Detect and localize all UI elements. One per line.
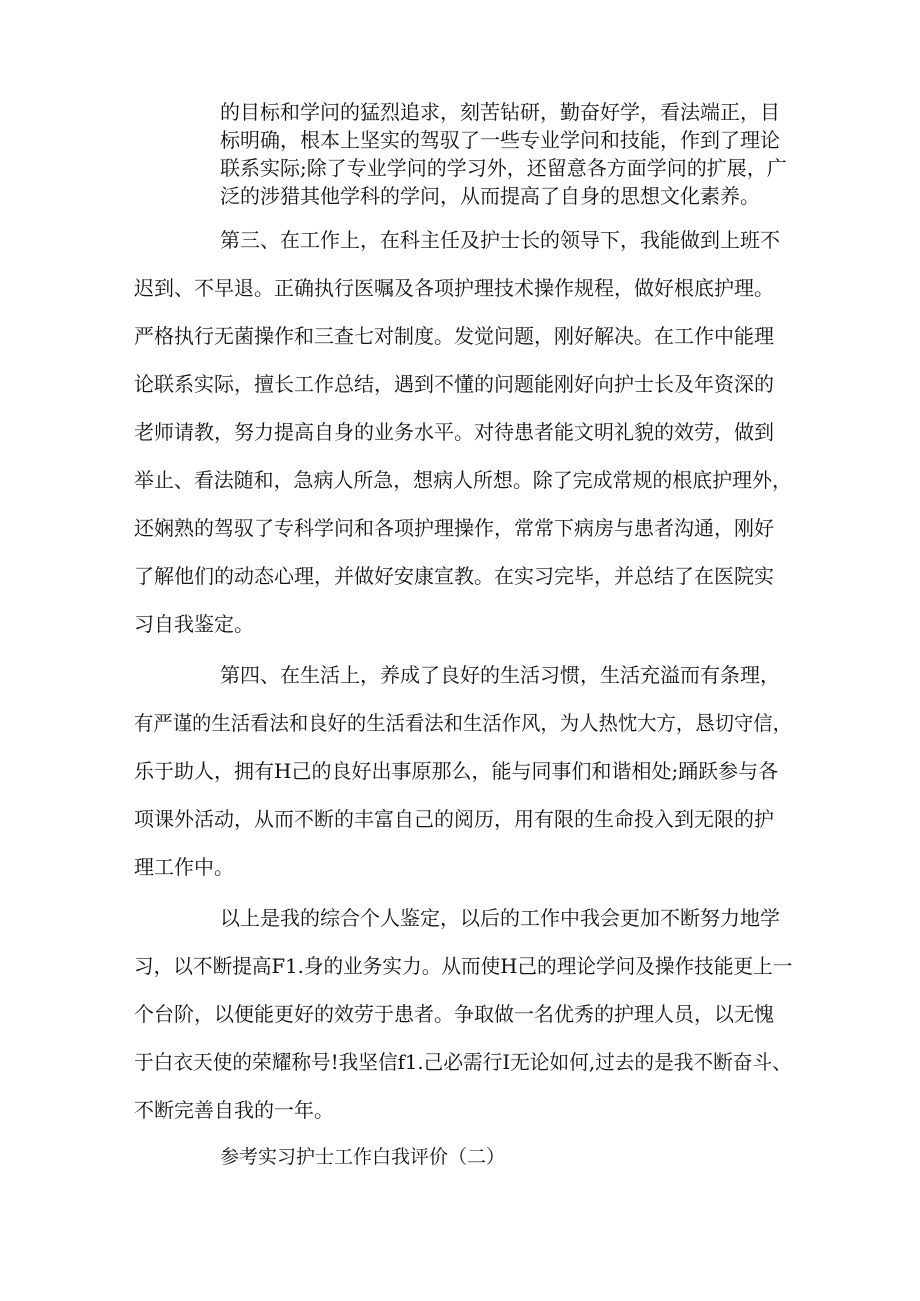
text-line: 不断完善自我的一年。: [134, 1098, 334, 1122]
text-line: 理工作中。: [134, 855, 234, 879]
text-line: 了解他们的动态心理，并做好安康宣教。在实习完毕，并总结了在医院实: [134, 564, 774, 588]
text-line: 泛的涉猎其他学科的学问，从而提高了自身的思想文化素养。: [220, 184, 760, 208]
text-line: 习，以不断提高F1.身的业务实力。从而使H己的理论学问及操作技能更上一: [134, 954, 793, 978]
text-line: 有严谨的生活看法和良好的生活看法和生活作风，为人热忱大方，恳切守信，: [134, 711, 792, 735]
text-line: 第三、在工作上，在科主任及护士长的领导下，我能做到上班不: [220, 228, 780, 252]
text-line: 第四、在生活上，养成了良好的生活习惯，生活充溢而有条理，: [220, 663, 780, 687]
text-line: 严格执行无菌操作和三查七对制度。发觉问题，刚好解决。在工作中能理: [134, 324, 774, 348]
text-line: 还娴熟的驾驭了专科学问和各项护理操作，常常下病房与患者沟通，刚好: [134, 516, 774, 540]
text-line: 老师请教，努力提高自身的业务水平。对待患者能文明礼貌的效劳，做到: [134, 420, 774, 444]
text-line: 习自我鉴定。: [134, 612, 254, 636]
text-line: 迟到、不早退。正确执行医嘱及各项护理技术操作规程，做好根底护理。: [134, 276, 774, 300]
paragraph-top: [220, 98, 792, 210]
text-line: 联系实际;除了专业学问的学习外，还留意各方面学问的扩展，广: [220, 156, 787, 180]
text-line: 于白衣天使的荣耀称号!我坚信f1.己必需行I无论如何,过去的是我不断奋斗、: [134, 1050, 792, 1074]
text-line: 标明确，根本上坚实的驾驭了一些专业学问和技能，作到了理论: [220, 128, 780, 152]
section-heading: 参考实习护士工作白我评价（二）: [220, 1146, 506, 1168]
text-line: 以上是我的综合个人鉴定，以后的工作中我会更加不断努力地学: [220, 906, 780, 930]
text-line: 论联系实际，擅长工作总结，遇到不懂的问题能刚好向护士长及年资深的: [134, 372, 774, 396]
text-line: 个台阶，以便能更好的效劳于患者。争取做一名优秀的护理人员，以无愧: [134, 1002, 774, 1026]
text-line: 举止、看法随和，急病人所急，想病人所想。除了完成常规的根底护理外，: [134, 468, 792, 492]
text-line: 乐于助人，拥有H己的良好出事原那么，能与同事们和谐相处;踊跃参与各: [134, 759, 779, 783]
text-line: 项课外活动，从而不断的丰富自己的阅历，用有限的生命投入到无限的护: [134, 807, 774, 831]
text-line: 的目标和学问的猛烈追求，刻苦钻研，勤奋好学，看法端正，目: [220, 100, 780, 124]
